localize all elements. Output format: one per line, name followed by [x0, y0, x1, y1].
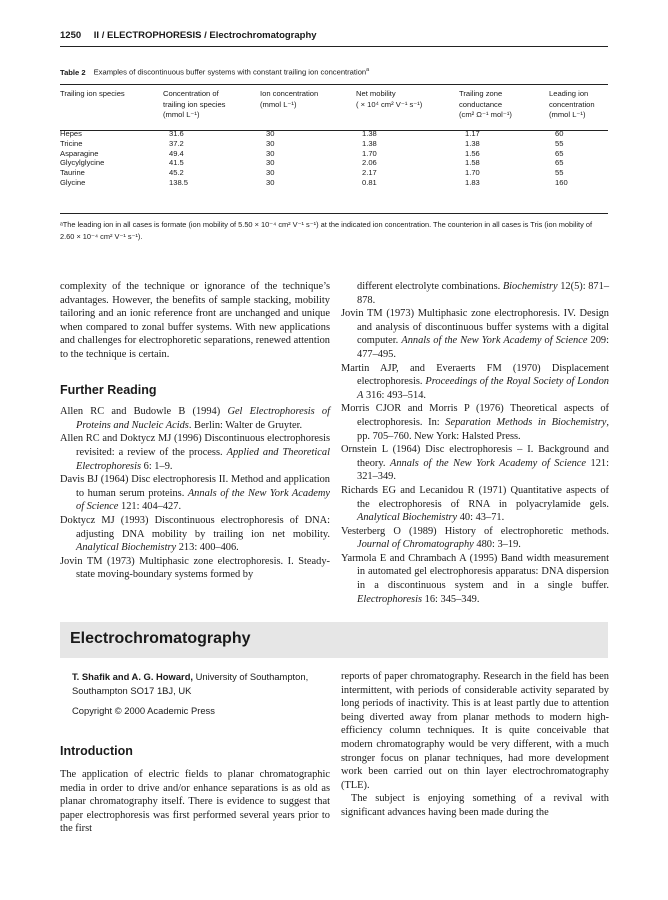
reference-entry	[60, 473, 330, 514]
reference-entry	[341, 280, 609, 307]
table-caption-text: Examples of discontinuous buffer systems with constant trailing ion concentration	[93, 67, 367, 77]
running-title: II / ELECTROPHORESIS / Electrochromatography	[93, 30, 317, 41]
table-cell: 37.2	[169, 138, 184, 148]
right-column	[341, 280, 609, 606]
reference-text: 40: 43–71.	[457, 512, 505, 524]
column-header-line: Concentration of	[163, 89, 219, 98]
article-title: Electrochromatography	[70, 630, 251, 647]
table-cell: 55	[555, 138, 564, 148]
reference-text: Allen RC and Budowle B (1994)	[60, 406, 228, 418]
reference-text: different electrolyte combinations.	[357, 281, 503, 292]
table-cell: 55	[555, 168, 564, 178]
reference-source: Gel Electrophoresis of Proteins and Nucleic Acids	[76, 406, 330, 431]
table-cell: 1.38	[362, 138, 377, 148]
column-header-line: (mmol L⁻¹)	[260, 99, 297, 109]
reference-text: Richards EG and Lecanidou R (1971) Quantitative aspects of the electrophoresis of RNA in polyacrylamide gels.	[341, 484, 609, 510]
reference-entry	[341, 362, 609, 403]
reference-text: Morris CJOR and Morris P (1976) Theoretical aspects of electrophoresis. In:	[341, 403, 609, 428]
reference-entry	[60, 432, 330, 473]
reference-text: 480: 3–19.	[473, 539, 521, 551]
table-cell: 49.4	[169, 148, 184, 158]
introduction-paragraph: The application of electric fields to planar chromatographic media in order to drive and/or enhance separations is as old as planar chromatography itself. There is evidence to suggest that paper electrophoresis was first performed several years prior to the first	[60, 769, 330, 835]
authors	[72, 670, 334, 697]
reference-text: Allen RC and Doktycz MJ (1996) Discontinuous electrophoresis revisited: a review of the process.	[60, 433, 330, 458]
reference-source: Annals of the New York Academy of Science	[389, 457, 587, 469]
reference-source: Analytical Biochemistry	[357, 512, 458, 524]
table-cell: 1.70	[465, 168, 480, 178]
table-row-label: Asparagine	[60, 148, 99, 158]
table-body	[60, 129, 608, 188]
reference-text: , pp. 705–760. New York: Halsted Press.	[357, 416, 609, 442]
table-row	[60, 129, 608, 139]
reference-text: 316: 493–514.	[363, 389, 426, 401]
right-reference-list	[341, 280, 609, 606]
table-cell: 1.70	[362, 148, 377, 158]
table-cell: 31.6	[169, 129, 184, 138]
table-cell: 138.5	[169, 177, 189, 187]
reference-source: Annals of the New York Academy of Science	[401, 335, 588, 347]
reference-entry	[341, 307, 609, 361]
reference-source: Journal of Chromatography	[357, 539, 474, 551]
reference-text: 121: 321–349.	[357, 457, 609, 483]
table-cell: 1.83	[465, 177, 480, 187]
table-cell: 2.17	[362, 168, 377, 178]
introduction-continuation	[341, 670, 609, 820]
column-header-line: Net mobility	[356, 89, 396, 98]
column-header-line: Trailing ion species	[60, 89, 125, 98]
reference-source: Biochemistry	[502, 281, 558, 292]
reference-entry	[60, 405, 330, 432]
column-header-line: concentration	[549, 99, 595, 109]
table-cell: 30	[266, 158, 275, 168]
table-cell: 30	[266, 168, 275, 178]
reference-entry	[60, 555, 330, 582]
running-header	[60, 30, 608, 41]
table-row	[60, 168, 608, 178]
reference-entry	[341, 525, 609, 552]
introduction-heading: Introduction	[60, 744, 133, 758]
reference-entry	[341, 552, 609, 606]
reference-text: Davis BJ (1964) Disc electrophoresis II. Method and application to human serum proteins.	[60, 474, 330, 499]
column-header-line: (mmol L⁻¹)	[163, 110, 200, 119]
copyright: Copyright © 2000 Academic Press	[72, 705, 215, 716]
table-column-header	[163, 89, 260, 129]
reference-text: Vesterberg O (1989) History of electrophoretic methods.	[341, 525, 609, 537]
reference-source: Separation Methods in Biochemistry	[445, 416, 607, 428]
reference-text: Ornstein L (1964) Disc electrophoresis – I. Background and theory.	[341, 444, 609, 469]
table-row-label: Hepes	[60, 129, 82, 138]
table-row-label: Tricine	[60, 138, 83, 148]
reference-text: Jovin TM (1973) Multiphasic zone electrophoresis. I. Steady-state moving-boundary systems formed by	[60, 555, 330, 581]
reference-text: 16: 345–349.	[422, 593, 480, 605]
table-column-header	[459, 89, 549, 129]
table-row-label: Glycine	[60, 177, 86, 187]
table-cell: 41.5	[169, 158, 184, 168]
intro-paragraph-continued: reports of paper chromatography. Research in the field has been intermittent, with periods of considerable activity separated by long periods of inactivity. This is at least partly due to attention being diverted away from planar methods to modern high-efficiency column techniques. It is quite conceivable that modern chromatography would be very different, with a much stronger focus on planar techniques, had more development work been carried out on thin layer electrochromatography (TLE).	[341, 671, 609, 791]
intro-paragraph-next: The subject is enjoying something of a revival with significant advances having been made during the	[341, 793, 609, 818]
table-row	[60, 158, 608, 168]
table-top-rule	[60, 84, 608, 85]
table-row-label: Glycylglycine	[60, 158, 105, 168]
table-cell: 30	[266, 177, 275, 187]
column-header-line: conductance	[459, 99, 503, 109]
table-row	[60, 139, 608, 149]
table-cell: 60	[555, 129, 564, 138]
table-column-header	[549, 89, 608, 129]
reference-text: Doktycz MJ (1993) Discontinuous electrophoresis of DNA: adjusting DNA mobility by trailing ion net mobility.	[60, 514, 330, 540]
column-header-line: (cm² Ω⁻¹ mol⁻¹)	[459, 110, 512, 119]
table-column-header	[60, 89, 163, 129]
table-column-header	[260, 89, 356, 129]
column-header-line: ( × 10⁴ cm² V⁻¹ s⁻¹)	[356, 99, 423, 109]
page-number: 1250	[60, 30, 82, 41]
reference-entry	[60, 514, 330, 555]
left-column	[60, 280, 330, 582]
reference-text: Martin AJP, and Everaerts FM (1970) Displacement electrophoresis.	[341, 362, 609, 388]
reference-text: Yarmola E and Chrambach A (1995) Band width measurement in automated gel electrophoresis apparatus: DNA dispersion in a discontinuous system and in a single buffer.	[341, 552, 609, 592]
table-row	[60, 149, 608, 159]
reference-source: Applied and Theoretical Electrophoresis	[76, 446, 330, 472]
table-column-header	[356, 89, 459, 129]
reference-source: Analytical Biochemistry	[76, 542, 177, 554]
table-cell: 2.06	[362, 158, 377, 168]
table-row	[60, 178, 608, 188]
table-label: Table 2	[60, 67, 86, 77]
buffer-table	[60, 89, 608, 188]
column-header-line: Trailing zone	[459, 89, 503, 98]
reference-entry	[341, 443, 609, 484]
table-cell: 45.2	[169, 168, 184, 178]
table-cell: 30	[266, 148, 275, 158]
column-header-line: Ion concentration	[260, 89, 319, 98]
reference-entry	[341, 402, 609, 443]
column-header-line: (mmol L⁻¹)	[549, 110, 586, 119]
affiliation: University of Southampton, Southampton SO17 1BJ, UK	[72, 671, 309, 696]
further-reading-heading: Further Reading	[60, 382, 157, 397]
reference-source: Proceedings of the Royal Society of London A	[357, 376, 609, 401]
reference-text: 12(5): 871–878.	[357, 281, 610, 306]
reference-entry	[341, 484, 609, 525]
table-header-row	[60, 89, 608, 129]
left-reference-list	[60, 405, 330, 582]
article-title-banner	[60, 622, 608, 658]
table-cell: 1.38	[362, 129, 377, 138]
table-cell: 160	[555, 177, 568, 187]
reference-text: 6: 1–9.	[141, 460, 173, 472]
table-footnote: ᵃThe leading ion in all cases is formate (ion mobility of 5.50 × 10⁻⁴ cm² V⁻¹ s⁻¹) at the indicated ion concentration. The counterion in all cases is Tris (ion mobility of 2.60 × 10⁻⁴ cm² V⁻¹ s⁻¹).	[60, 220, 593, 241]
table-bottom-rule	[60, 213, 608, 214]
table-cell: 1.17	[465, 129, 480, 138]
reference-text: 213: 400–406.	[176, 542, 239, 554]
table-cell: 65	[555, 148, 564, 158]
reference-source: Annals of the New York Academy of Science	[76, 487, 330, 513]
table-caption	[60, 67, 369, 77]
column-header-line: trailing ion species	[163, 99, 226, 109]
reference-source: Electrophoresis	[357, 593, 423, 605]
reference-text: Jovin TM (1973) Multiphasic zone electrophoresis. IV. Design and analysis of discontinuous buffer systems with a digital computer.	[341, 308, 609, 347]
reference-text: 209: 477–495.	[357, 335, 609, 360]
table-cell: 30	[266, 138, 275, 148]
table-cell: 1.56	[465, 148, 480, 158]
table-cell: 1.38	[465, 138, 480, 148]
column-header-line: Leading ion	[549, 89, 589, 98]
table-row-label: Taurine	[60, 168, 85, 178]
table-cell: 1.58	[465, 158, 480, 168]
closing-paragraph: complexity of the technique or ignorance of the technique’s advantages. However, the benefits of sample stacking, mobility tailoring and an ionic reference front are unchanged and unique when compared to zonal buffer systems. With new applications and challenges for electrophoretic separations, renewed attention to the technique is certain.	[60, 281, 330, 360]
table-cell: 65	[555, 158, 564, 168]
table-cell: 0.81	[362, 177, 377, 187]
reference-text: 121: 404–427.	[118, 501, 182, 513]
header-rule	[60, 46, 608, 47]
author-names: T. Shafik and A. G. Howard,	[72, 671, 194, 682]
reference-text: . Berlin: Walter de Gruyter.	[188, 419, 303, 431]
table-caption-mark: a	[366, 67, 370, 73]
table-cell: 30	[266, 129, 275, 138]
